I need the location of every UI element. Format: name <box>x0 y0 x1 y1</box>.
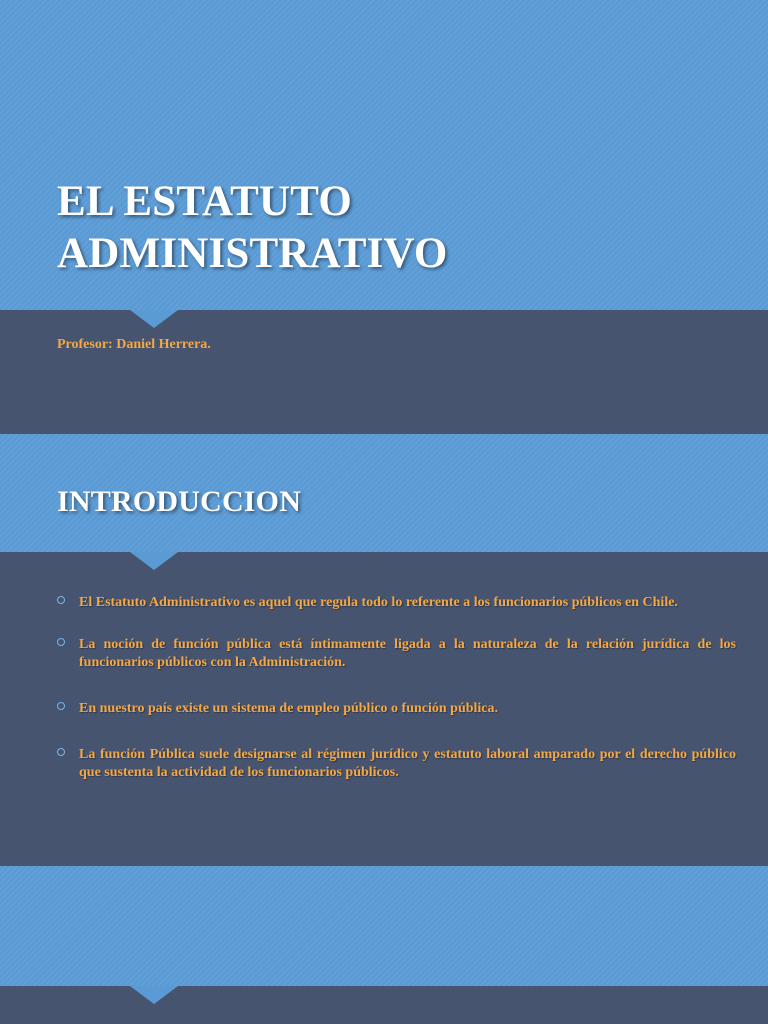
list-item <box>57 700 736 718</box>
band-notch-2 <box>130 552 178 570</box>
bullet-circle-icon <box>57 748 65 756</box>
bullet-text: El Estatuto Administrativo es aquel que regula todo lo referente a los funcionarios públicos en Chile. <box>79 595 678 610</box>
bullet-circle-icon <box>57 596 65 604</box>
slide-subtitle: Profesor: Daniel Herrera. <box>57 337 211 352</box>
slide-title-line-2: ADMINISTRATIVO <box>57 230 448 277</box>
slide-title-line-1: EL ESTATUTO <box>57 178 352 225</box>
list-item <box>57 636 736 672</box>
list-item <box>57 746 736 782</box>
title-band-3 <box>0 866 768 986</box>
bullet-circle-icon <box>57 638 65 646</box>
band-notch-3 <box>130 986 178 1004</box>
bullet-text: La noción de función pública está íntimamente ligada a la naturaleza de la relación jurídica de los funcionarios públicos con la Administración. <box>79 637 736 670</box>
subtitle-panel-1 <box>0 310 768 434</box>
bullet-text: La función Pública suele designarse al régimen jurídico y estatuto laboral amparado por el derecho público que sustenta la actividad de los funcionarios públicos. <box>79 747 736 780</box>
bullet-text: En nuestro país existe un sistema de empleo público o función pública. <box>79 701 499 716</box>
section-title-intro: INTRODUCCION <box>57 485 302 518</box>
content-panel-3 <box>0 986 768 1024</box>
bullet-list <box>57 594 736 782</box>
bullet-circle-icon <box>57 702 65 710</box>
slide-title-main <box>57 176 707 280</box>
band-notch-1 <box>130 310 178 328</box>
list-item <box>57 594 736 612</box>
